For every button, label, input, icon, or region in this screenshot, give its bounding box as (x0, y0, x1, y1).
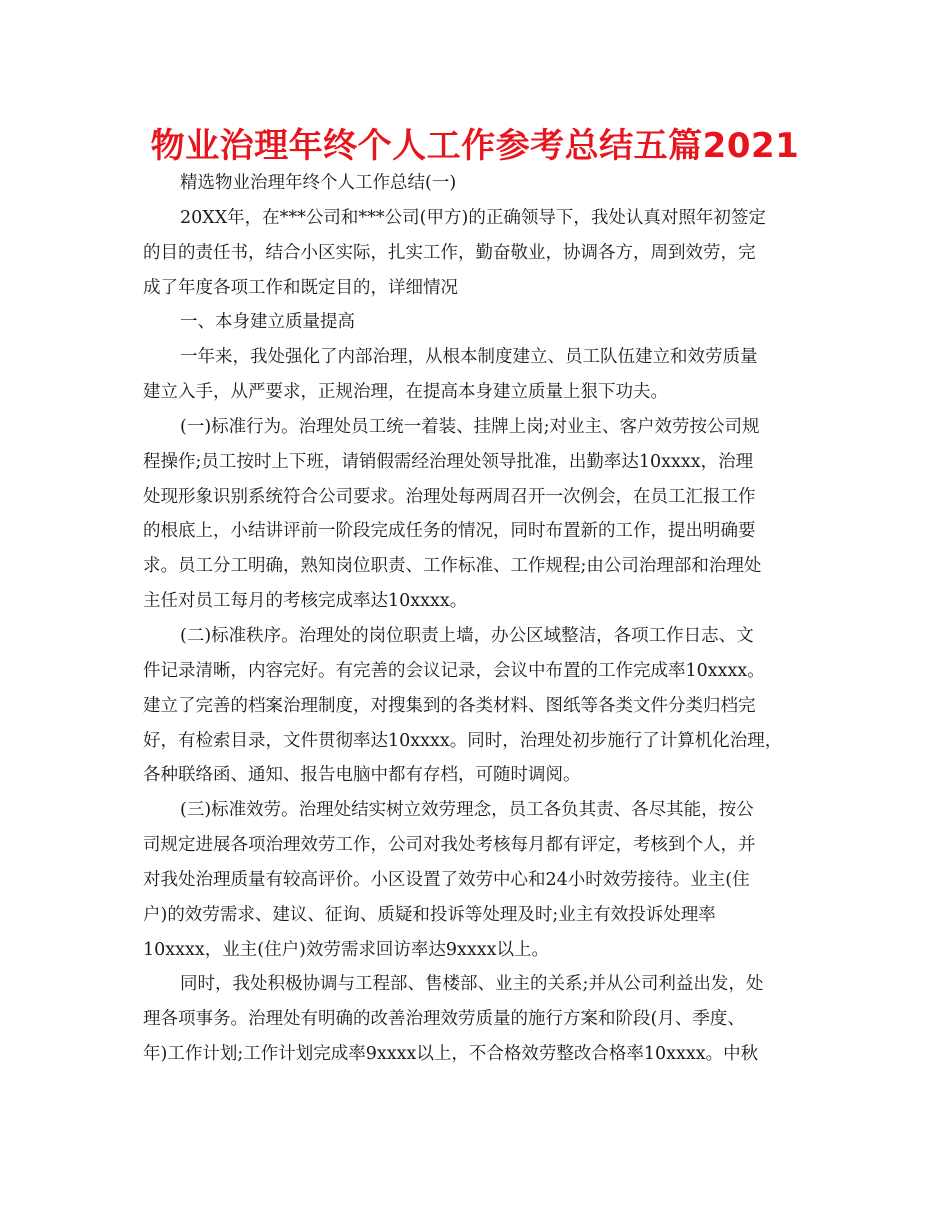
paragraph-line: 建立入手，从严要求，正规治理，在提高本身建立质量上狠下功夫。 (143, 382, 668, 403)
paragraph-line: 建立了完善的档案治理制度，对搜集到的各类材料、图纸等各类文件分类归档完 (143, 695, 756, 716)
paragraph-line: 对我处治理质量有较高评价。小区设置了效劳中心和24小时效劳接待。业主(住 (143, 869, 750, 890)
paragraph-line: 求。员工分工明确，熟知岗位职责、工作标准、工作规程;由公司治理部和治理处 (143, 556, 762, 577)
paragraph-line: 户)的效劳需求、建议、征询、质疑和投诉等处理及时;业主有效投诉处理率 (143, 904, 716, 925)
paragraph-line: (二)标准秩序。治理处的岗位职责上墙，办公区域整洁，各项工作日志、文 (180, 625, 754, 646)
paragraph-line: 一年来，我处强化了内部治理，从根本制度建立、员工队伍建立和效劳质量 (180, 347, 758, 368)
paragraph-line: (一)标准行为。治理处员工统一着装、挂牌上岗;对业主、客户效劳按公司规 (180, 416, 760, 437)
document-title: 物业治理年终个人工作参考总结五篇2021 (150, 126, 800, 166)
paragraph-line: 程操作;员工按时上下班，请销假需经治理处领导批准，出勤率达10xxxx，治理 (143, 451, 754, 472)
paragraph-line: 好，有检索目录，文件贯彻率达10xxxx。同时，治理处初步施行了计算机化治理， (143, 730, 783, 751)
paragraph-line: 同时，我处积极协调与工程部、售楼部、业主的关系;并从公司利益出发，处 (180, 974, 764, 995)
paragraph-line: (三)标准效劳。治理处结实树立效劳理念，员工各负其责、各尽其能，按公 (180, 800, 754, 821)
paragraph-line: 件记录清晰，内容完好。有完善的会议记录，会议中布置的工作完成率10xxxx。 (143, 660, 765, 681)
paragraph-line: 的根底上，小结讲评前一阶段完成任务的情况，同时布置新的工作，提出明确要 (143, 521, 756, 542)
paragraph-line: 一、本身建立质量提高 (180, 312, 355, 333)
document-body (143, 166, 803, 1072)
paragraph-line: 处现形象识别系统符合公司要求。治理处每两周召开一次例会，在员工汇报工作 (143, 486, 756, 507)
paragraph-line: 主任对员工每月的考核完成率达10xxxx。 (143, 591, 468, 612)
paragraph-line: 成了年度各项工作和既定目的，详细情况 (143, 277, 458, 298)
paragraph-line: 10xxxx，业主(住户)效劳需求回访率达9xxxx以上。 (143, 939, 550, 960)
paragraph-line: 的目的责任书，结合小区实际，扎实工作，勤奋敬业，协调各方，周到效劳，完 (143, 242, 756, 263)
paragraph-line: 年)工作计划;工作计划完成率9xxxx以上，不合格效劳整改合格率10xxxx。中秋 (143, 1044, 759, 1065)
paragraph-line: 司规定进展各项治理效劳工作，公司对我处考核每月都有评定，考核到个人，并 (143, 835, 756, 856)
paragraph-line: 精选物业治理年终个人工作总结(一) (180, 173, 457, 193)
paragraph-line: 各种联络函、通知、报告电脑中都有存档，可随时调阅。 (143, 765, 581, 786)
paragraph-line: 20XX年，在***公司和***公司(甲方)的正确领导下，我处认真对照年初签定 (180, 207, 766, 228)
paragraph-line: 理各项事务。治理处有明确的改善治理效劳质量的施行方案和阶段(月、季度、 (143, 1009, 745, 1030)
